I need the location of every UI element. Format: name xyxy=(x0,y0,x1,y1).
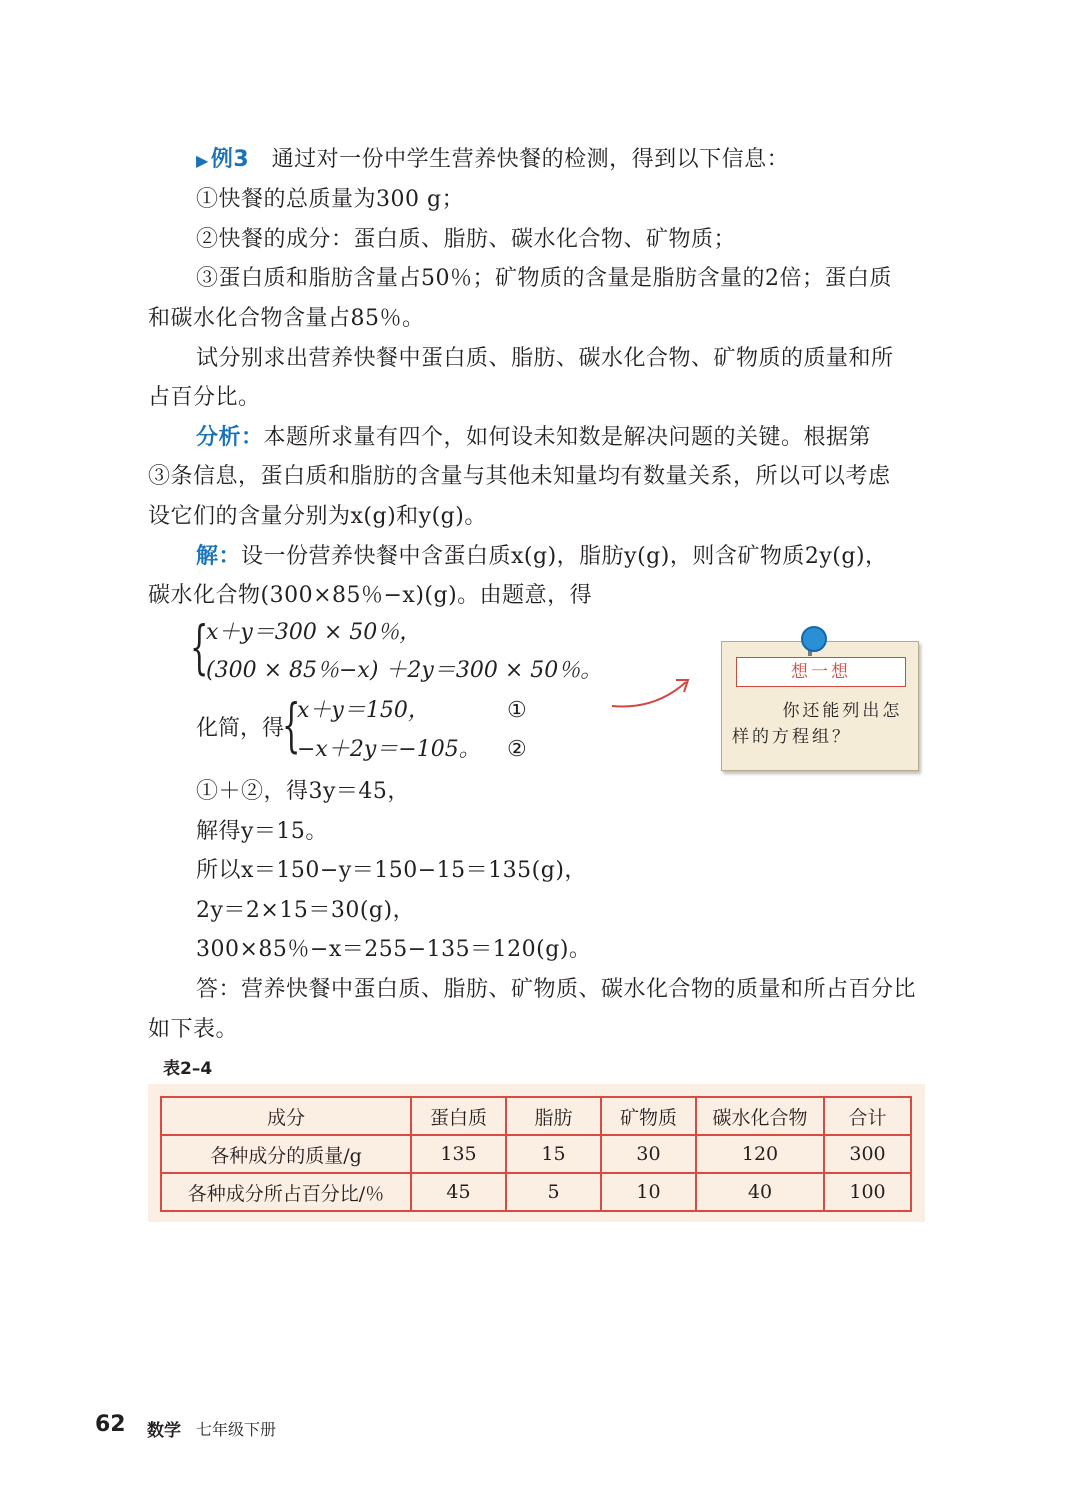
note-body: 你还能列出怎样的方程组？ xyxy=(732,701,903,747)
info-2: ②快餐的成分：蛋白质、脂肪、碳水化合物、矿物质； xyxy=(196,227,737,252)
table-cell: 各种成分所占百分比/％ xyxy=(161,1173,411,1211)
table-row xyxy=(161,1135,911,1173)
question-line-a: 试分别求出营养快餐中蛋白质、脂肪、碳水化合物、矿物质的质量和所 xyxy=(196,346,894,371)
system2-eq1: x＋y＝150， xyxy=(297,698,430,723)
table-cell: 300 xyxy=(824,1135,911,1173)
info-3-line-a: ③蛋白质和脂肪含量占50％；矿物质的含量是脂肪含量的2倍；蛋白质 xyxy=(196,266,892,291)
analysis-line-b: ③条信息，蛋白质和脂肪的含量与其他未知量均有数量关系，所以可以考虑 xyxy=(148,464,891,489)
note-text xyxy=(732,698,912,750)
red-arrow-icon xyxy=(610,672,694,712)
table-cell: 30 xyxy=(601,1135,696,1173)
page-number: 62 xyxy=(95,1412,126,1437)
system1-eq2: (300 × 85％−x) ＋2y＝300 × 50％。 xyxy=(206,658,603,683)
header-cell: 矿物质 xyxy=(601,1097,696,1135)
table-row xyxy=(161,1173,911,1211)
step-5: 300×85％−x＝255−135＝120(g)。 xyxy=(196,937,592,962)
think-note xyxy=(721,641,919,771)
simplify-label: 化简，得 xyxy=(196,716,285,741)
note-title: 想一想 xyxy=(736,657,906,687)
table-container xyxy=(148,1084,925,1222)
footer-grade: 七年级下册 xyxy=(196,1420,277,1439)
solution-label: 解： xyxy=(196,544,242,569)
triangle-marker-icon: ▶ xyxy=(196,151,209,170)
header-cell: 合计 xyxy=(824,1097,911,1135)
header-cell: 成分 xyxy=(161,1097,411,1135)
nutrition-table xyxy=(160,1096,912,1212)
analysis-label: 分析： xyxy=(196,425,264,450)
footer-subject: 数学 xyxy=(147,1421,181,1441)
header-cell: 碳水化合物 xyxy=(696,1097,824,1135)
question-line-b: 占百分比。 xyxy=(148,385,261,410)
header-cell: 脂肪 xyxy=(506,1097,601,1135)
header-cell: 蛋白质 xyxy=(411,1097,506,1135)
solution-line-b: 碳水化合物(300×85％−x)(g)。由题意，得 xyxy=(148,583,593,608)
step-2: 解得y＝15。 xyxy=(196,819,328,844)
analysis-text-a: 本题所求量有四个，如何设未知数是解决问题的关键。根据第 xyxy=(263,425,872,450)
table-cell: 135 xyxy=(411,1135,506,1173)
example-intro-line xyxy=(196,140,789,181)
solution-line-a xyxy=(196,537,888,577)
analysis-line-a xyxy=(196,418,871,458)
brace-system-2: { xyxy=(282,691,301,759)
solution-text-a: 设一份营养快餐中含蛋白质x(g)，脂肪y(g)，则含矿物质2y(g)， xyxy=(241,544,888,569)
step-3: 所以x＝150−y＝150−15＝135(g)， xyxy=(196,858,587,883)
step-4: 2y＝2×15＝30(g)， xyxy=(196,898,416,923)
pushpin-icon xyxy=(801,626,827,652)
example-intro: 通过对一份中学生营养快餐的检测，得到以下信息： xyxy=(271,147,790,172)
brace-system-1: { xyxy=(190,613,209,681)
answer-line-b: 如下表。 xyxy=(148,1017,239,1042)
system1-eq1: x＋y＝300 × 50％， xyxy=(206,620,422,645)
example-label: 例3 xyxy=(210,147,250,172)
equation-mark-1: ① xyxy=(507,698,527,723)
info-1: ①快餐的总质量为300 g； xyxy=(196,187,465,212)
analysis-line-c: 设它们的含量分别为x(g)和y(g)。 xyxy=(148,504,487,529)
answer-line-a: 答：营养快餐中蛋白质、脂肪、矿物质、碳水化合物的质量和所占百分比 xyxy=(196,977,917,1002)
table-cell: 100 xyxy=(824,1173,911,1211)
info-3-line-b: 和碳水化合物含量占85％。 xyxy=(148,306,425,331)
equation-mark-2: ② xyxy=(507,737,527,762)
table-cell: 40 xyxy=(696,1173,824,1211)
table-cell: 各种成分的质量/g xyxy=(161,1135,411,1173)
table-header-row xyxy=(161,1097,911,1135)
step-1: ①＋②，得3y＝45， xyxy=(196,779,410,804)
table-cell: 10 xyxy=(601,1173,696,1211)
table-cell: 5 xyxy=(506,1173,601,1211)
table-cell: 45 xyxy=(411,1173,506,1211)
system2-eq2: −x＋2y＝−105。 xyxy=(297,737,481,762)
table-cell: 120 xyxy=(696,1135,824,1173)
table-cell: 15 xyxy=(506,1135,601,1173)
table-caption: 表2–4 xyxy=(163,1059,213,1079)
